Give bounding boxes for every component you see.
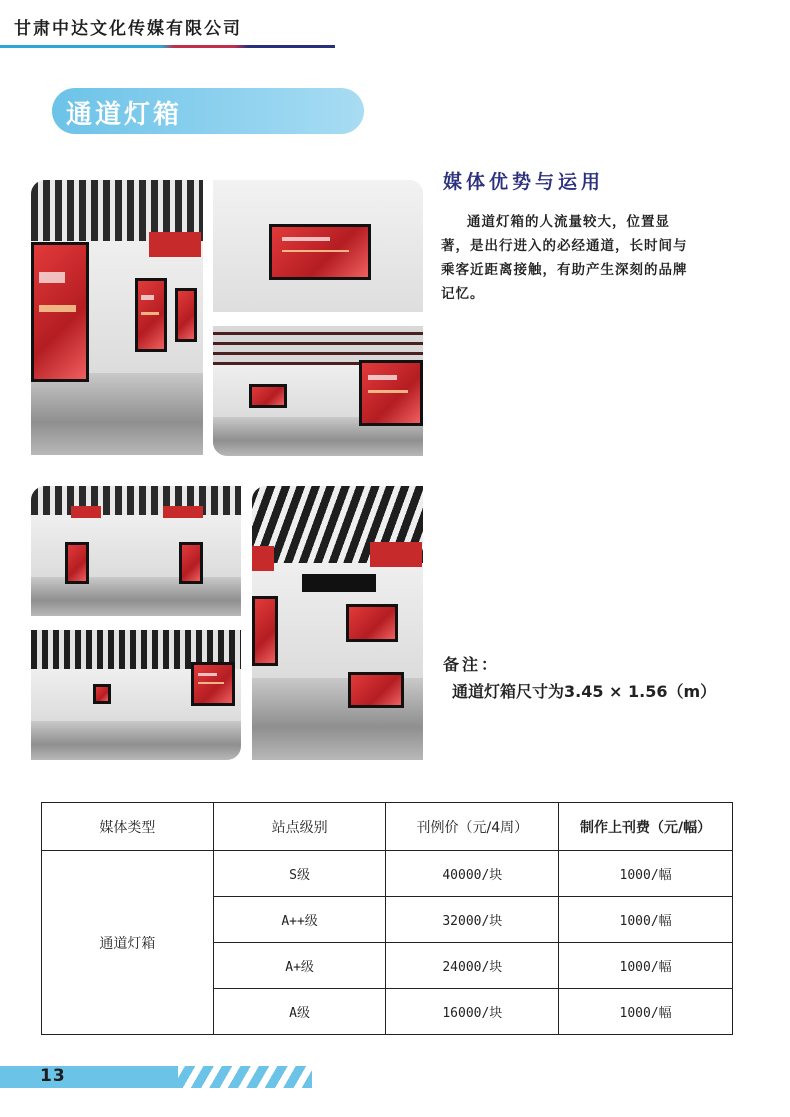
corridor-photo-1 (31, 180, 203, 455)
header-divider (0, 45, 335, 48)
level-cell: A++级 (213, 897, 386, 943)
price-cell: 16000/块 (386, 989, 559, 1035)
fee-cell: 1000/幅 (559, 943, 733, 989)
level-cell: S级 (213, 851, 386, 897)
note-label: 备注： (443, 655, 501, 674)
advantages-text: 通道灯箱的人流量较大，位置显著，是出行进入的必经通道，长时间与乘客近距离接触，有助产生深刻的品牌记忆。 (441, 214, 688, 302)
corridor-photo-6 (31, 630, 241, 760)
header-production-fee: 制作上刊费（元/幅） (559, 803, 733, 851)
fee-cell: 1000/幅 (559, 989, 733, 1035)
company-name: 甘肃中达文化传媒有限公司 (14, 19, 242, 39)
price-table (41, 802, 733, 1035)
header-station-level: 站点级别 (213, 803, 386, 851)
header-media-type: 媒体类型 (42, 803, 214, 851)
corridor-photo-3 (213, 326, 423, 456)
advantages-title: 媒体优势与运用 (443, 171, 605, 193)
table-row (42, 851, 733, 897)
section-title: 通道灯箱 (66, 100, 183, 130)
level-cell: A级 (213, 989, 386, 1035)
header-price: 刊例价（元/4周） (386, 803, 559, 851)
corridor-photo-5 (252, 486, 423, 760)
price-cell: 24000/块 (386, 943, 559, 989)
price-cell: 40000/块 (386, 851, 559, 897)
price-cell: 32000/块 (386, 897, 559, 943)
table-header-row (42, 803, 733, 851)
corridor-photo-4 (31, 486, 241, 616)
footer-stripes (172, 1066, 312, 1088)
footer-bar (0, 1066, 178, 1088)
fee-cell: 1000/幅 (559, 851, 733, 897)
note-text: 通道灯箱尺寸为3.45 × 1.56（m） (452, 682, 717, 701)
corridor-photo-2 (213, 180, 423, 312)
level-cell: A+级 (213, 943, 386, 989)
section-title-pill (52, 88, 364, 134)
media-type-cell: 通道灯箱 (42, 851, 214, 1035)
fee-cell: 1000/幅 (559, 897, 733, 943)
page-number: 13 (40, 1066, 66, 1086)
